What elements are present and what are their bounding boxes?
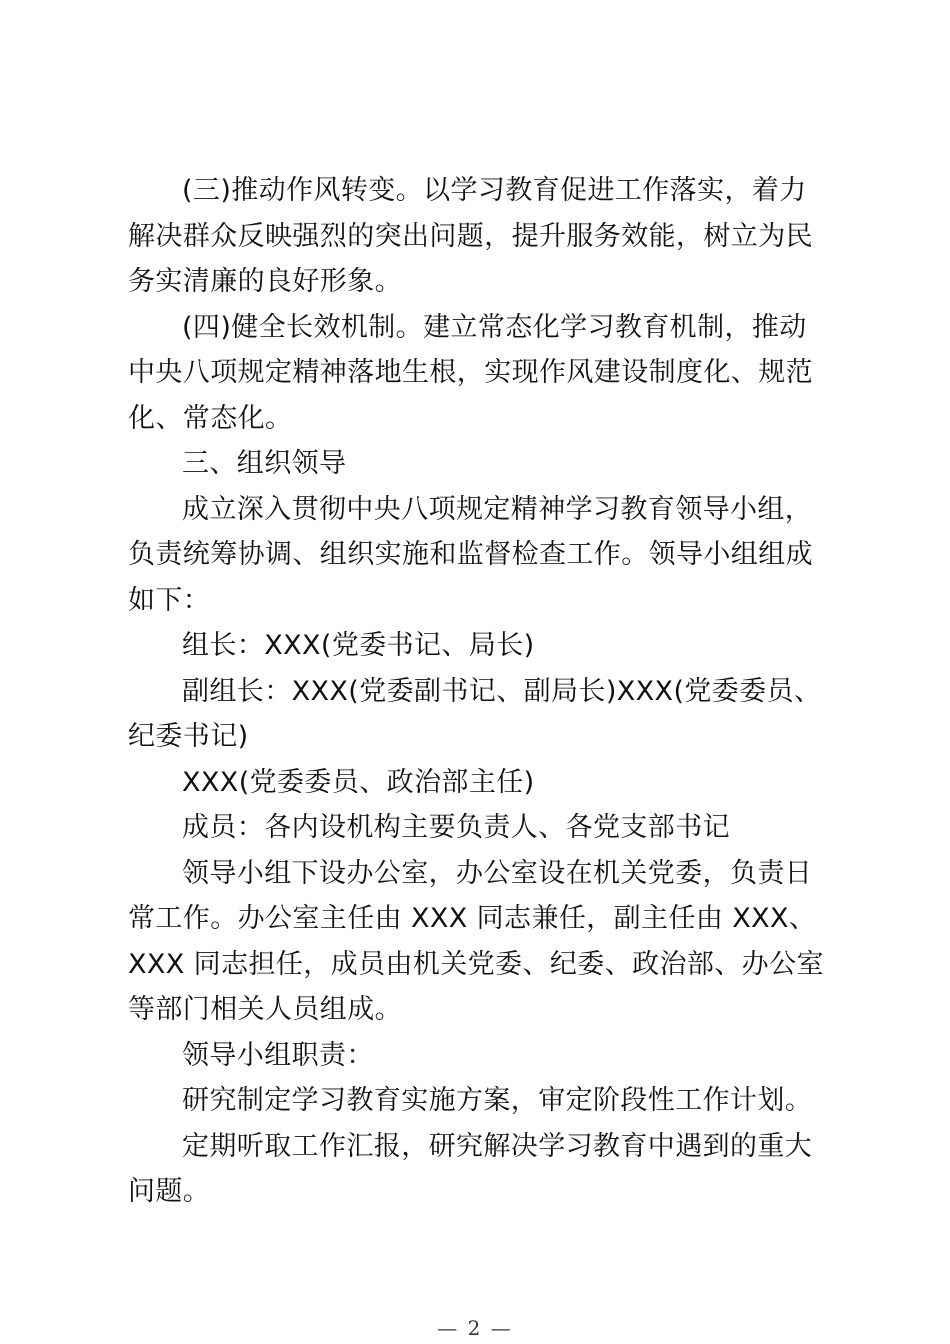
paragraph-group-leader: 组长：XXX(党委书记、局长) [182,630,535,661]
paragraph-deputy-leader-2: XXX(党委委员、政治部主任) [182,766,535,798]
paragraph-duties-heading: 领导小组职责： [182,1039,374,1071]
paragraph-members: 成员：各内设机构主要负责人、各党支部书记 [182,812,730,843]
paragraph-duty-2: 定期听取工作汇报，研究解决学习教育中遇到的重大问题。 [128,1130,813,1207]
section-heading-organization: 三、组织领导 [182,448,347,479]
page-number: — 2 — [437,1316,513,1340]
paragraph-office: 领导小组下设办公室，办公室设在机关党委，负责日常工作。办公室主任由 XXX 同志兼任，副主任由 XXX、XXX 同志担任，成员由机关党委、纪委、政治部、办公室等部门相关人员组成。 [128,857,824,1025]
paragraph-deputy-leader: 副组长：XXX(党委副书记、副局长)XXX(党委委员、纪委书记) [128,675,822,752]
document-body [128,168,824,1215]
paragraph-leading-group: 成立深入贯彻中央八项规定精神学习教育领导小组，负责统筹协调、组织实施和监督检查工作。领导小组组成如下： [128,493,813,616]
paragraph-work-style: (三)推动作风转变。以学习教育促进工作落实，着力解决群众反映强烈的突出问题，提升服务效能，树立为民务实清廉的良好形象。 [128,175,813,297]
paragraph-long-term-mechanism: (四)健全长效机制。建立常态化学习教育机制，推动中央八项规定精神落地生根，实现作风建设制度化、规范化、常态化。 [128,311,813,434]
paragraph-duty-1: 研究制定学习教育实施方案，审定阶段性工作计划。 [182,1085,813,1116]
